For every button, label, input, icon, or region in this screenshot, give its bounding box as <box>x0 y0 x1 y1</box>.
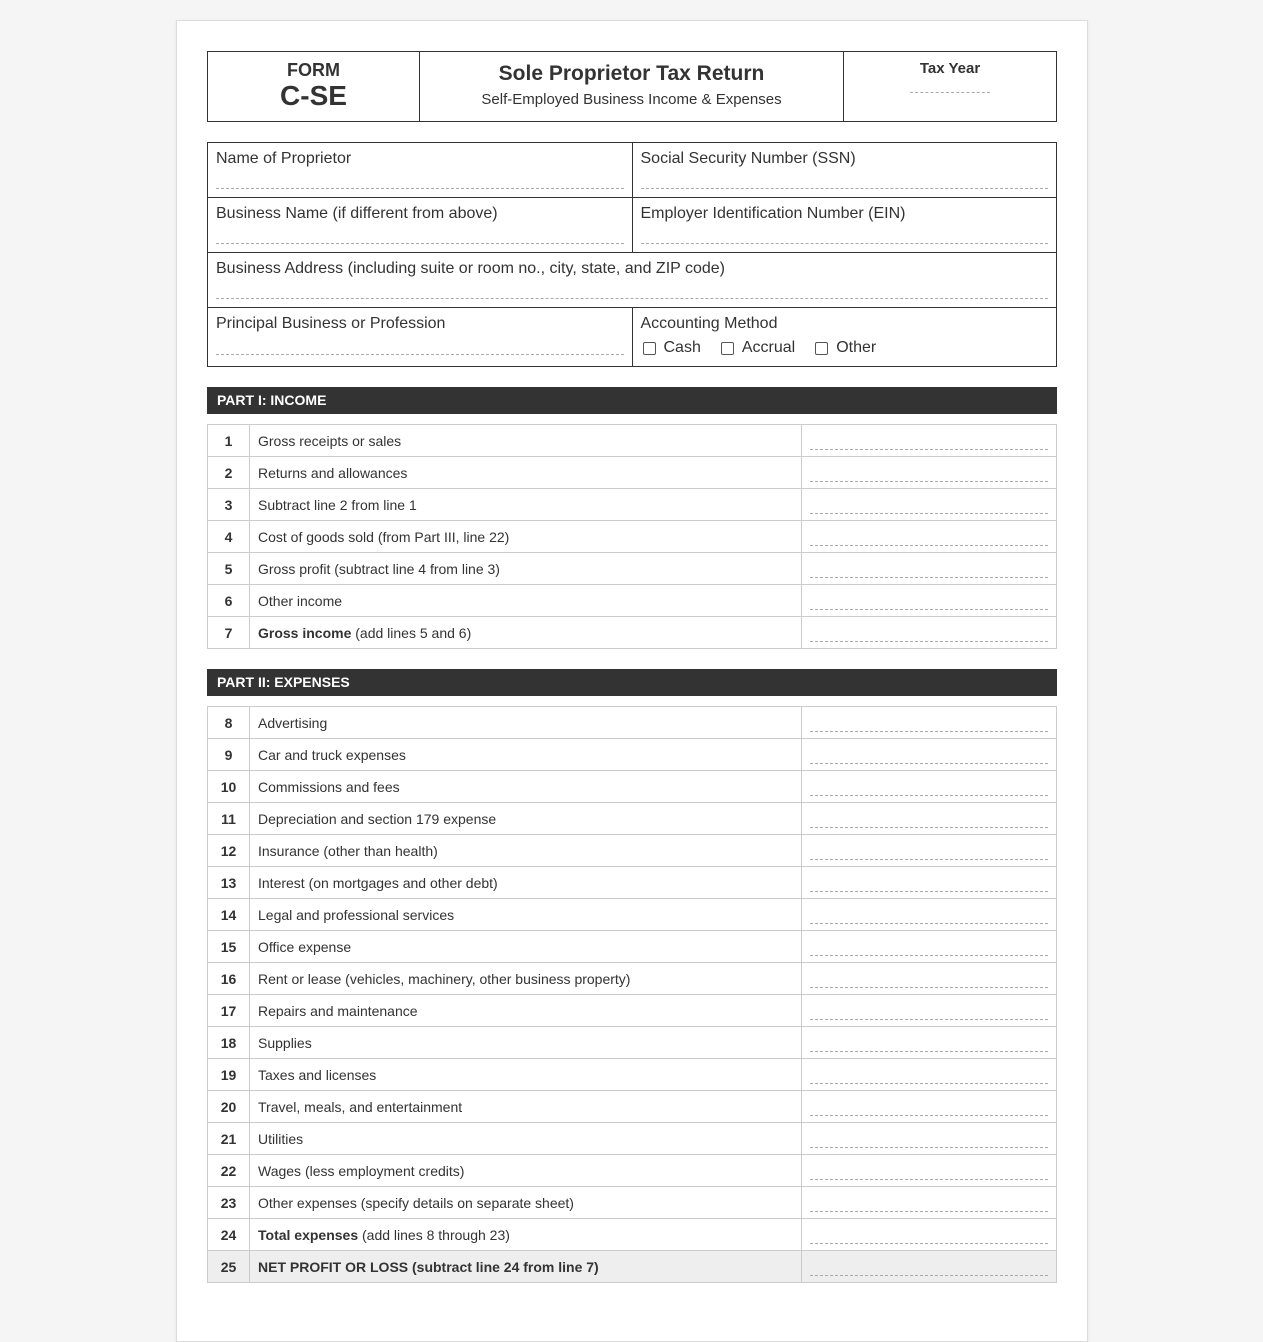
line-description-text: (add lines 5 and 6) <box>351 624 472 641</box>
line-description-text: Utilities <box>258 1130 304 1147</box>
amount-cell <box>802 771 1057 803</box>
part1-header: PART I: INCOME <box>207 387 1057 414</box>
business-name-cell <box>208 198 632 252</box>
table-row <box>208 1219 1057 1251</box>
line-description <box>250 963 802 995</box>
line-number: 3 <box>208 489 250 521</box>
amount-field[interactable] <box>810 641 1048 642</box>
table-row <box>208 835 1057 867</box>
amount-cell <box>802 457 1057 489</box>
table-row <box>208 1059 1057 1091</box>
table-row <box>208 457 1057 489</box>
amount-field[interactable] <box>810 827 1048 828</box>
line-description-text: Rent or lease (vehicles, machinery, other business property) <box>258 970 631 987</box>
amount-cell <box>802 1219 1057 1251</box>
table-row <box>208 771 1057 803</box>
amount-field[interactable] <box>810 891 1048 892</box>
form-page <box>176 20 1088 1342</box>
line-description <box>250 1155 802 1187</box>
profession-field[interactable] <box>216 354 624 355</box>
line-description <box>250 707 802 739</box>
amount-field[interactable] <box>810 1083 1048 1084</box>
amount-field[interactable] <box>810 731 1048 732</box>
amount-cell <box>802 1251 1057 1283</box>
line-description-text: Travel, meals, and entertainment <box>258 1098 463 1115</box>
form-subtitle: Self-Employed Business Income & Expenses <box>481 91 782 108</box>
line-description <box>250 1123 802 1155</box>
table-row <box>208 1251 1057 1283</box>
form-content <box>207 51 1057 1283</box>
line-description-text: Supplies <box>258 1034 312 1051</box>
ein-field[interactable] <box>641 243 1049 244</box>
line-description <box>250 867 802 899</box>
line-number: 2 <box>208 457 250 489</box>
line-number: 22 <box>208 1155 250 1187</box>
accounting-option-other[interactable] <box>813 338 876 358</box>
accounting-option-accrual[interactable] <box>719 338 795 358</box>
amount-cell <box>802 553 1057 585</box>
address-cell <box>208 253 1056 307</box>
line-number: 24 <box>208 1219 250 1251</box>
ein-label: Employer Identification Number (EIN) <box>640 205 906 222</box>
profession-label: Principal Business or Profession <box>216 315 446 332</box>
line-description <box>250 585 802 617</box>
line-number: 11 <box>208 803 250 835</box>
line-description <box>250 771 802 803</box>
option-label: Cash <box>663 339 701 356</box>
line-description-text: Legal and professional services <box>258 906 455 923</box>
amount-field[interactable] <box>810 1051 1048 1052</box>
line-number: 18 <box>208 1027 250 1059</box>
ssn-cell <box>632 143 1057 197</box>
checkbox-icon[interactable] <box>643 342 656 355</box>
line-number: 10 <box>208 771 250 803</box>
line-description-text: Advertising <box>258 714 328 731</box>
line-description <box>250 617 802 649</box>
table-row <box>208 963 1057 995</box>
expenses-table <box>207 706 1057 1283</box>
info-row <box>208 307 1056 366</box>
line-description-text: Returns and allowances <box>258 464 408 481</box>
amount-field[interactable] <box>810 1275 1048 1276</box>
tax-year-label: Tax Year <box>919 60 981 77</box>
income-table <box>207 424 1057 649</box>
accounting-options <box>641 338 1049 358</box>
line-description-bold: Gross income <box>258 624 352 641</box>
checkbox-icon[interactable] <box>721 342 734 355</box>
accounting-option-cash[interactable] <box>641 338 701 358</box>
amount-field[interactable] <box>810 513 1048 514</box>
info-row <box>208 143 1056 197</box>
line-description-text: Gross profit (subtract line 4 from line 3) <box>258 560 500 577</box>
line-description <box>250 995 802 1027</box>
ein-cell <box>632 198 1057 252</box>
line-description <box>250 425 802 457</box>
amount-cell <box>802 835 1057 867</box>
table-row <box>208 1123 1057 1155</box>
table-row <box>208 1187 1057 1219</box>
form-id-cell <box>208 52 420 121</box>
line-description-text: Interest (on mortgages and other debt) <box>258 874 498 891</box>
taxpayer-info <box>207 142 1057 367</box>
line-number: 19 <box>208 1059 250 1091</box>
amount-field[interactable] <box>810 955 1048 956</box>
line-number: 1 <box>208 425 250 457</box>
line-number: 16 <box>208 963 250 995</box>
business-name-field[interactable] <box>216 243 624 244</box>
ssn-label: Social Security Number (SSN) <box>640 150 856 167</box>
amount-field[interactable] <box>810 577 1048 578</box>
tax-year-cell <box>844 52 1056 121</box>
amount-cell <box>802 899 1057 931</box>
amount-cell <box>802 867 1057 899</box>
table-row <box>208 1091 1057 1123</box>
ssn-field[interactable] <box>641 188 1049 189</box>
amount-field[interactable] <box>810 1179 1048 1180</box>
line-description-bold: NET PROFIT OR LOSS (subtract line 24 from line 7) <box>258 1258 599 1275</box>
line-description <box>250 835 802 867</box>
line-description-bold: Total expenses <box>258 1226 359 1243</box>
line-description <box>250 739 802 771</box>
line-number: 12 <box>208 835 250 867</box>
form-header <box>207 51 1057 122</box>
line-number: 23 <box>208 1187 250 1219</box>
line-description <box>250 521 802 553</box>
amount-cell <box>802 585 1057 617</box>
line-number: 17 <box>208 995 250 1027</box>
line-description-text: Taxes and licenses <box>258 1066 377 1083</box>
amount-cell <box>802 803 1057 835</box>
line-number: 25 <box>208 1251 250 1283</box>
table-row <box>208 617 1057 649</box>
line-description-text: Office expense <box>258 938 352 955</box>
line-number: 5 <box>208 553 250 585</box>
amount-cell <box>802 739 1057 771</box>
amount-field[interactable] <box>810 987 1048 988</box>
line-description-text: Repairs and maintenance <box>258 1002 418 1019</box>
line-description-text: (add lines 8 through 23) <box>358 1226 510 1243</box>
amount-field[interactable] <box>810 449 1048 450</box>
line-description <box>250 457 802 489</box>
line-description-text: Commissions and fees <box>258 778 400 795</box>
form-number: C-SE <box>280 80 347 111</box>
line-description-text: Wages (less employment credits) <box>258 1162 465 1179</box>
table-row <box>208 489 1057 521</box>
table-row <box>208 931 1057 963</box>
line-description-text: Other expenses (specify details on separate sheet) <box>258 1194 574 1211</box>
address-label: Business Address (including suite or room no., city, state, and ZIP code) <box>216 260 725 277</box>
amount-field[interactable] <box>810 859 1048 860</box>
amount-field[interactable] <box>810 609 1048 610</box>
part2-header: PART II: EXPENSES <box>207 669 1057 696</box>
amount-cell <box>802 489 1057 521</box>
name-cell <box>208 143 632 197</box>
tax-year-field[interactable] <box>910 92 990 93</box>
amount-cell <box>802 995 1057 1027</box>
table-row <box>208 803 1057 835</box>
amount-field[interactable] <box>810 923 1048 924</box>
amount-field[interactable] <box>810 545 1048 546</box>
amount-cell <box>802 707 1057 739</box>
amount-cell <box>802 1123 1057 1155</box>
table-row <box>208 899 1057 931</box>
line-number: 15 <box>208 931 250 963</box>
amount-field[interactable] <box>810 481 1048 482</box>
line-number: 7 <box>208 617 250 649</box>
line-number: 13 <box>208 867 250 899</box>
table-row <box>208 867 1057 899</box>
form-title-cell <box>420 52 844 121</box>
amount-cell <box>802 1091 1057 1123</box>
business-name-label: Business Name (if different from above) <box>216 205 498 222</box>
name-label: Name of Proprietor <box>216 150 352 167</box>
amount-cell <box>802 931 1057 963</box>
option-label: Other <box>836 339 877 356</box>
accounting-cell <box>632 308 1057 366</box>
line-description <box>250 803 802 835</box>
table-row <box>208 995 1057 1027</box>
info-row <box>208 252 1056 307</box>
address-field[interactable] <box>216 298 1048 299</box>
line-number: 9 <box>208 739 250 771</box>
amount-cell <box>802 1155 1057 1187</box>
amount-field[interactable] <box>810 1019 1048 1020</box>
line-description <box>250 931 802 963</box>
line-description-text: Other income <box>258 592 343 609</box>
line-number: 6 <box>208 585 250 617</box>
line-description <box>250 1187 802 1219</box>
line-number: 20 <box>208 1091 250 1123</box>
line-description-text: Depreciation and section 179 expense <box>258 810 497 827</box>
amount-cell <box>802 425 1057 457</box>
line-description <box>250 1091 802 1123</box>
amount-cell <box>802 1059 1057 1091</box>
amount-field[interactable] <box>810 1147 1048 1148</box>
line-description <box>250 1219 802 1251</box>
line-description-text: Insurance (other than health) <box>258 842 438 859</box>
amount-cell <box>802 963 1057 995</box>
line-description <box>250 1059 802 1091</box>
accounting-label: Accounting Method <box>640 315 778 332</box>
line-description <box>250 899 802 931</box>
table-row <box>208 1027 1057 1059</box>
amount-cell <box>802 1027 1057 1059</box>
table-row <box>208 425 1057 457</box>
amount-cell <box>802 521 1057 553</box>
line-number: 8 <box>208 707 250 739</box>
line-description <box>250 489 802 521</box>
checkbox-icon[interactable] <box>815 342 828 355</box>
table-row <box>208 707 1057 739</box>
table-row <box>208 585 1057 617</box>
line-number: 4 <box>208 521 250 553</box>
amount-cell <box>802 617 1057 649</box>
amount-field[interactable] <box>810 795 1048 796</box>
line-number: 14 <box>208 899 250 931</box>
table-row <box>208 739 1057 771</box>
profession-cell <box>208 308 632 366</box>
name-field[interactable] <box>216 188 624 189</box>
table-row <box>208 1155 1057 1187</box>
option-label: Accrual <box>741 339 796 356</box>
line-description <box>250 1251 802 1283</box>
form-label: FORM <box>287 60 340 80</box>
line-description-text: Car and truck expenses <box>258 746 406 763</box>
info-row <box>208 197 1056 252</box>
line-number: 21 <box>208 1123 250 1155</box>
line-description-text: Subtract line 2 from line 1 <box>258 496 417 513</box>
amount-field[interactable] <box>810 1115 1048 1116</box>
line-description-text: Gross receipts or sales <box>258 432 402 449</box>
line-description <box>250 1027 802 1059</box>
line-description <box>250 553 802 585</box>
table-row <box>208 521 1057 553</box>
amount-cell <box>802 1187 1057 1219</box>
amount-field[interactable] <box>810 1211 1048 1212</box>
form-title: Sole Proprietor Tax Return <box>498 62 765 85</box>
amount-field[interactable] <box>810 763 1048 764</box>
line-description-text: Cost of goods sold (from Part III, line 22) <box>258 528 510 545</box>
amount-field[interactable] <box>810 1243 1048 1244</box>
table-row <box>208 553 1057 585</box>
